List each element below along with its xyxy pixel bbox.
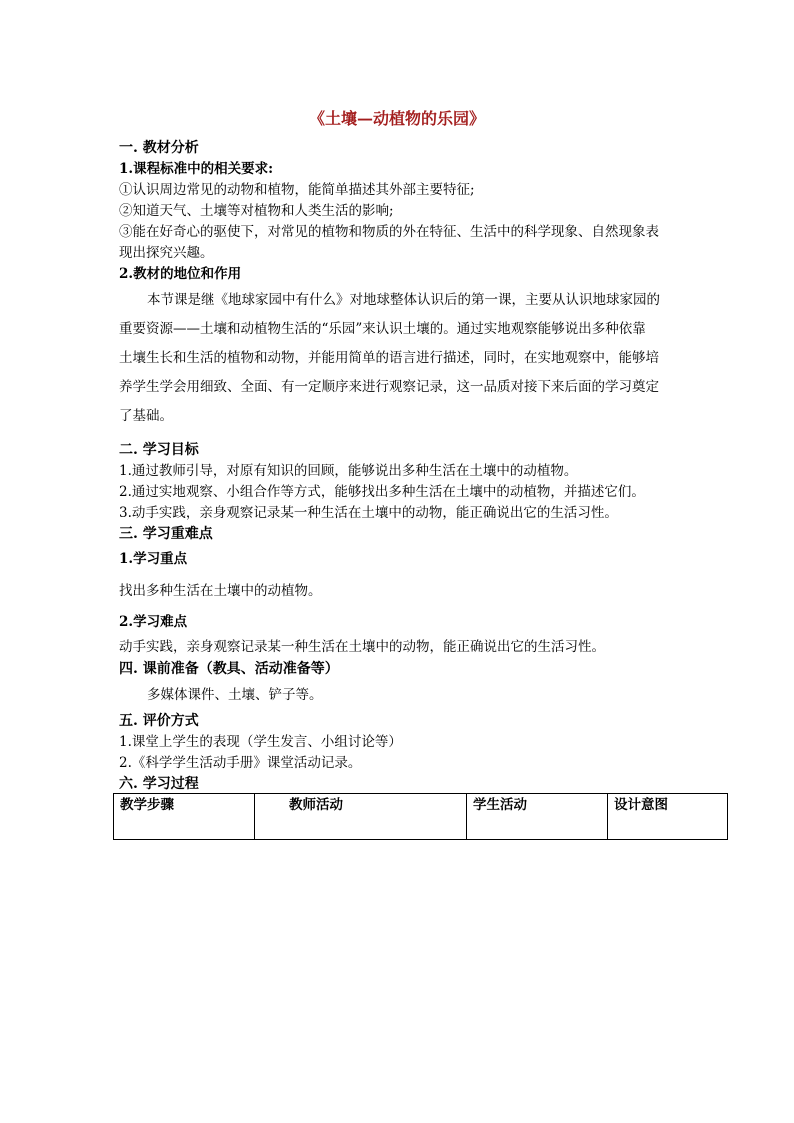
paragraph-line-5: 了基础。	[119, 408, 173, 424]
goal-2: 2.通过实地观察、小组合作等方式，能够找出多种生活在土壤中的动植物，并描述它们。	[119, 484, 645, 500]
requirement-3-line-1: ③能在好奇心的驱使下，对常见的植物和物质的外在特征、生活中的科学现象、自然现象表	[119, 224, 659, 240]
section-heading-textbook-analysis: 一. 教材分析	[119, 140, 199, 156]
preparation-items: 多媒体课件、土壤、铲子等。	[147, 687, 323, 703]
table-header-row	[114, 794, 728, 840]
section-heading-preparation: 四. 课前准备（教具、活动准备等）	[119, 661, 339, 677]
column-header-student-activity: 学生活动	[467, 794, 608, 840]
subheading-difficulty: 2.学习难点	[119, 614, 188, 630]
column-header-steps: 教学步骤	[114, 794, 255, 840]
paragraph-line-4: 养学生学会用细致、全面、有一定顺序来进行观察记录，这一品质对接下来后面的学习奠定	[119, 379, 659, 395]
paragraph-line-3: 土壤生长和生活的植物和动物，并能用简单的语言进行描述，同时，在实地观察中，能够培	[119, 350, 659, 366]
section-heading-evaluation: 五. 评价方式	[119, 713, 199, 729]
requirement-2: ②知道天气、土壤等对植物和人类生活的影响;	[119, 203, 394, 219]
subheading-key-point: 1.学习重点	[119, 551, 188, 567]
evaluation-1: 1.课堂上学生的表现（学生发言、小组讨论等）	[119, 734, 402, 750]
section-heading-key-points: 三. 学习重难点	[119, 526, 213, 542]
difficulty-text: 动手实践，亲身观察记录某一种生活在土壤中的动物，能正确说出它的生活习性。	[119, 639, 605, 655]
column-header-teacher-activity: 教师活动	[255, 794, 467, 840]
evaluation-2: 2.《科学学生活动手册》课堂活动记录。	[119, 755, 362, 771]
requirement-3-line-2: 现出探究兴趣。	[119, 245, 214, 261]
goal-3: 3.动手实践，亲身观察记录某一种生活在土壤中的动物，能正确说出它的生活习性。	[119, 505, 618, 521]
learning-process-table	[113, 793, 728, 840]
paragraph-line-2: 重要资源——土壤和动植物生活的“乐园”来认识土壤的。通过实地观察能够说出多种依靠	[119, 321, 646, 337]
key-point-text: 找出多种生活在土壤中的动植物。	[119, 583, 322, 599]
section-heading-learning-process: 六. 学习过程	[119, 776, 199, 792]
subheading-curriculum-requirements: 1.课程标准中的相关要求:	[119, 161, 274, 177]
section-heading-learning-goals: 二. 学习目标	[119, 442, 199, 458]
column-header-design-intent: 设计意图	[608, 794, 728, 840]
subheading-status-and-role: 2.教材的地位和作用	[119, 266, 242, 282]
requirement-1: ①认识周边常见的动物和植物，能简单描述其外部主要特征;	[119, 182, 475, 198]
paragraph-line-1: 本节课是继《地球家园中有什么》对地球整体认识后的第一课，主要从认识地球家园的	[147, 292, 660, 308]
document-title: 《土壤—动植物的乐园》	[308, 109, 485, 128]
goal-1: 1.通过教师引导，对原有知识的回顾，能够说出多种生活在土壤中的动植物。	[119, 463, 578, 479]
